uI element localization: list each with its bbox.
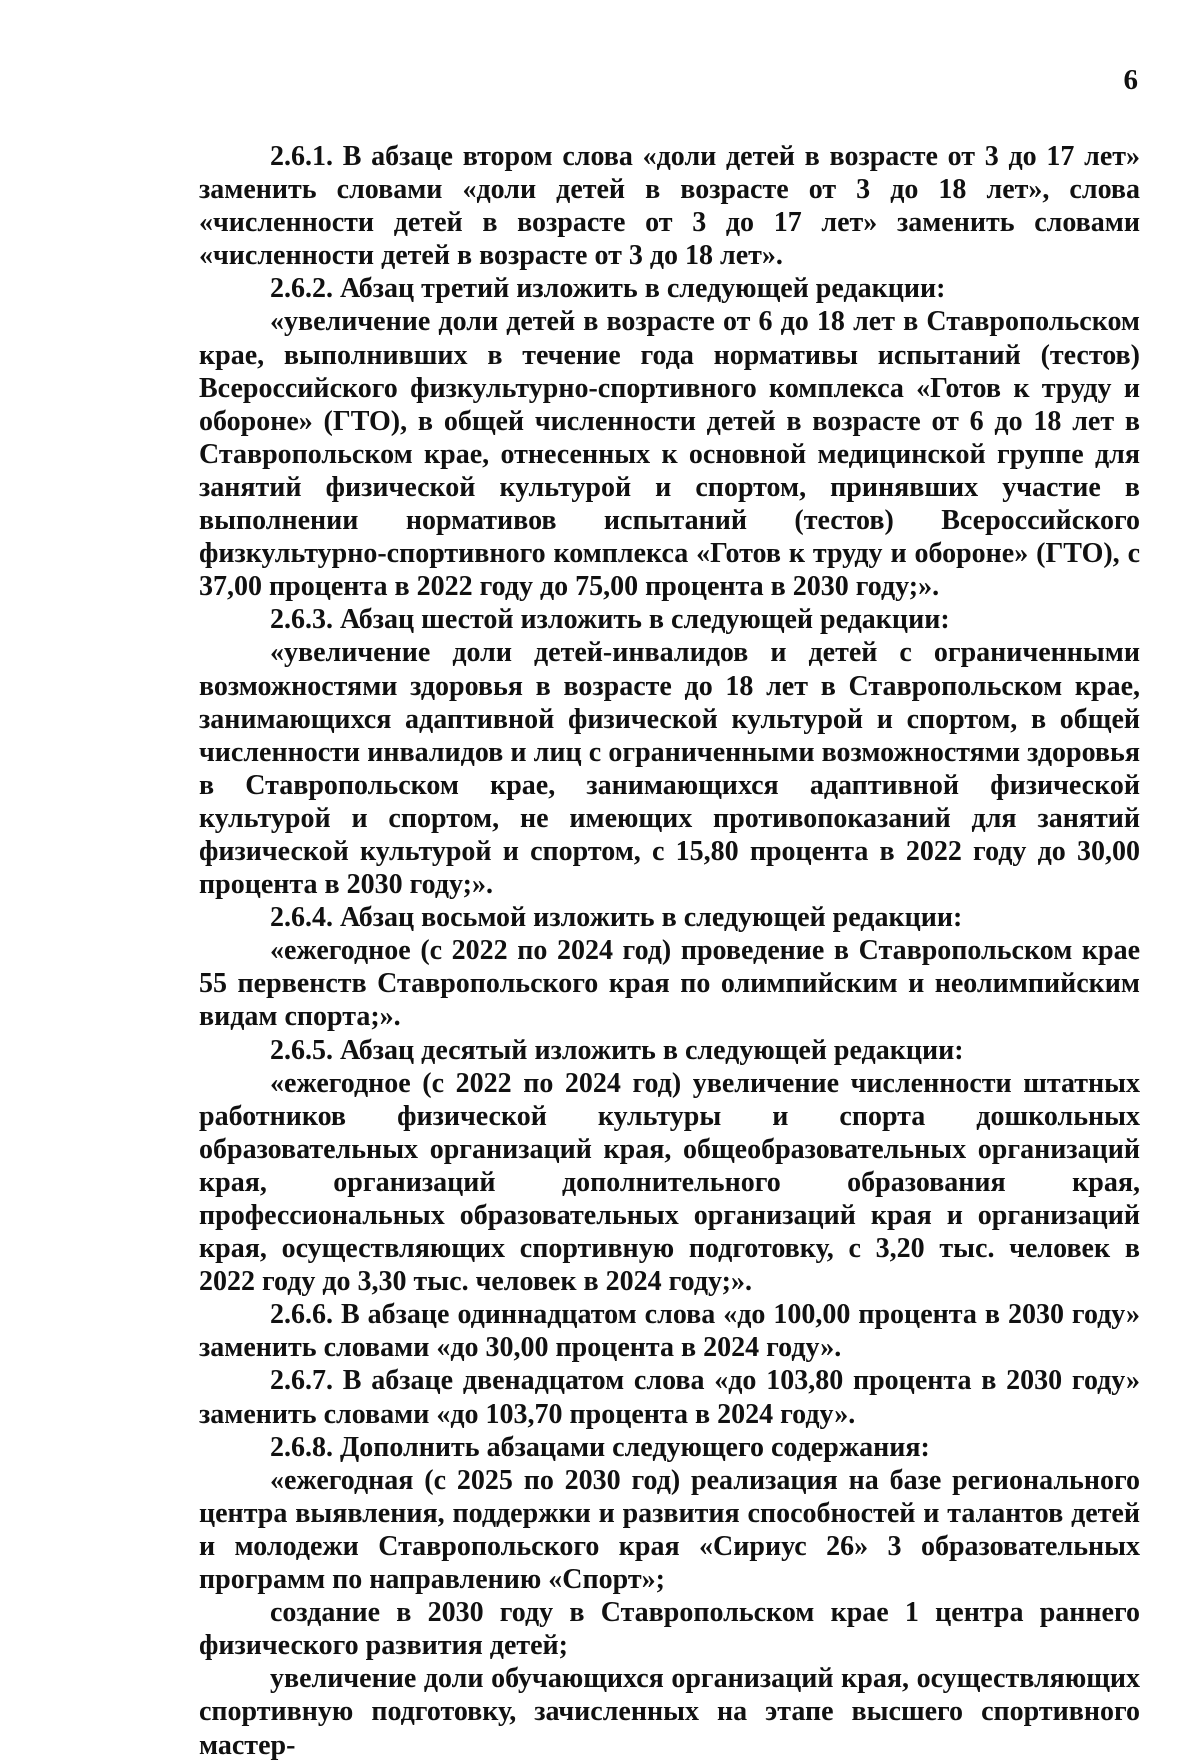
new-paragraph-students: увеличение доли обучающихся организаций края, осуществляющих спортивную подготовку, зачисленных на этапе высшего спортивного мастер- <box>199 1663 1140 1761</box>
new-paragraph-center: создание в 2030 году в Ставропольском крае 1 центра раннего физического развития детей; <box>199 1597 1140 1662</box>
paragraph-2-6-5: 2.6.5. Абзац десятый изложить в следующей редакции: <box>270 1034 964 1066</box>
paragraph-2-6-7: 2.6.7. В абзаце двенадцатом слова «до 103,80 процента в 2030 году» заменить словами «до 103,70 процента в 2024 году». <box>199 1365 1140 1430</box>
paragraph-2-6-2: 2.6.2. Абзац третий изложить в следующей редакции: <box>270 273 946 305</box>
paragraph-2-6-6: 2.6.6. В абзаце одиннадцатом слова «до 100,00 процента в 2030 году» заменить словами «до 30,00 процента в 2024 году». <box>199 1299 1140 1364</box>
quote-paragraph-8: «ежегодное (с 2022 по 2024 год) проведение в Ставропольском крае 55 первенств Ставропольского края по олимпийским и неолимпийским видам спорта;». <box>199 935 1140 1033</box>
quote-paragraph-6: «увеличение доли детей-инвалидов и детей с ограниченными возможностями здоровья в возрасте до 18 лет в Ставропольском крае, занимающихся адаптивной физической культурой и спортом, в общей численности инвалидов и лиц с ограниченными возможностями здоровья в Ставропольском крае, занимающихся адаптивной физической культурой и спортом, не имеющих противопоказаний для занятий физической культурой и спортом, с 15,80 процента в 2022 году до 30,00 процента в 2030 году;». <box>199 637 1140 901</box>
paragraph-2-6-8: 2.6.8. Дополнить абзацами следующего содержания: <box>270 1431 930 1463</box>
paragraph-2-6-4: 2.6.4. Абзац восьмой изложить в следующей редакции: <box>270 902 963 934</box>
document-body <box>199 140 1140 1762</box>
paragraph-2-6-3: 2.6.3. Абзац шестой изложить в следующей редакции: <box>270 604 950 636</box>
quote-paragraph-10: «ежегодное (с 2022 по 2024 год) увеличение численности штатных работников физической культуры и спорта дошкольных образовательных организаций края, общеобразовательных организаций края, организаций дополнительного образования края, профессиональных образовательных организаций края и организаций края, осуществляющих спортивную подготовку, с 3,20 тыс. человек в 2022 году до 3,30 тыс. человек в 2024 году;». <box>199 1067 1140 1298</box>
paragraph-2-6-1: 2.6.1. В абзаце втором слова «доли детей в возрасте от 3 до 17 лет» заменить словами «доли детей в возрасте от 3 до 18 лет», слова «численности детей в возрасте от 3 до 17 лет» заменить словами «численности детей в возрасте от 3 до 18 лет». <box>199 141 1140 272</box>
quote-paragraph-3: «увеличение доли детей в возрасте от 6 до 18 лет в Ставропольском крае, выполнивших в течение года нормативы испытаний (тестов) Всероссийского физкультурно-спортивного комплекса «Готов к труду и обороне» (ГТО), в общей численности детей в возрасте от 6 до 18 лет в Ставропольском крае, отнесенных к основной медицинской группе для занятий физической культурой и спортом, принявших участие в выполнении нормативов испытаний (тестов) Всероссийского физкультурно-спортивного комплекса «Готов к труду и обороне» (ГТО), с 37,00 процента в 2022 году до 75,00 процента в 2030 году;». <box>199 306 1140 603</box>
new-paragraph-sirius: «ежегодная (с 2025 по 2030 год) реализация на базе регионального центра выявления, поддержки и развития способностей и талантов детей и молодежи Ставропольского края «Сириус 26» 3 образовательных программ по направлению «Спорт»; <box>199 1464 1140 1596</box>
page-number: 6 <box>1123 64 1138 96</box>
